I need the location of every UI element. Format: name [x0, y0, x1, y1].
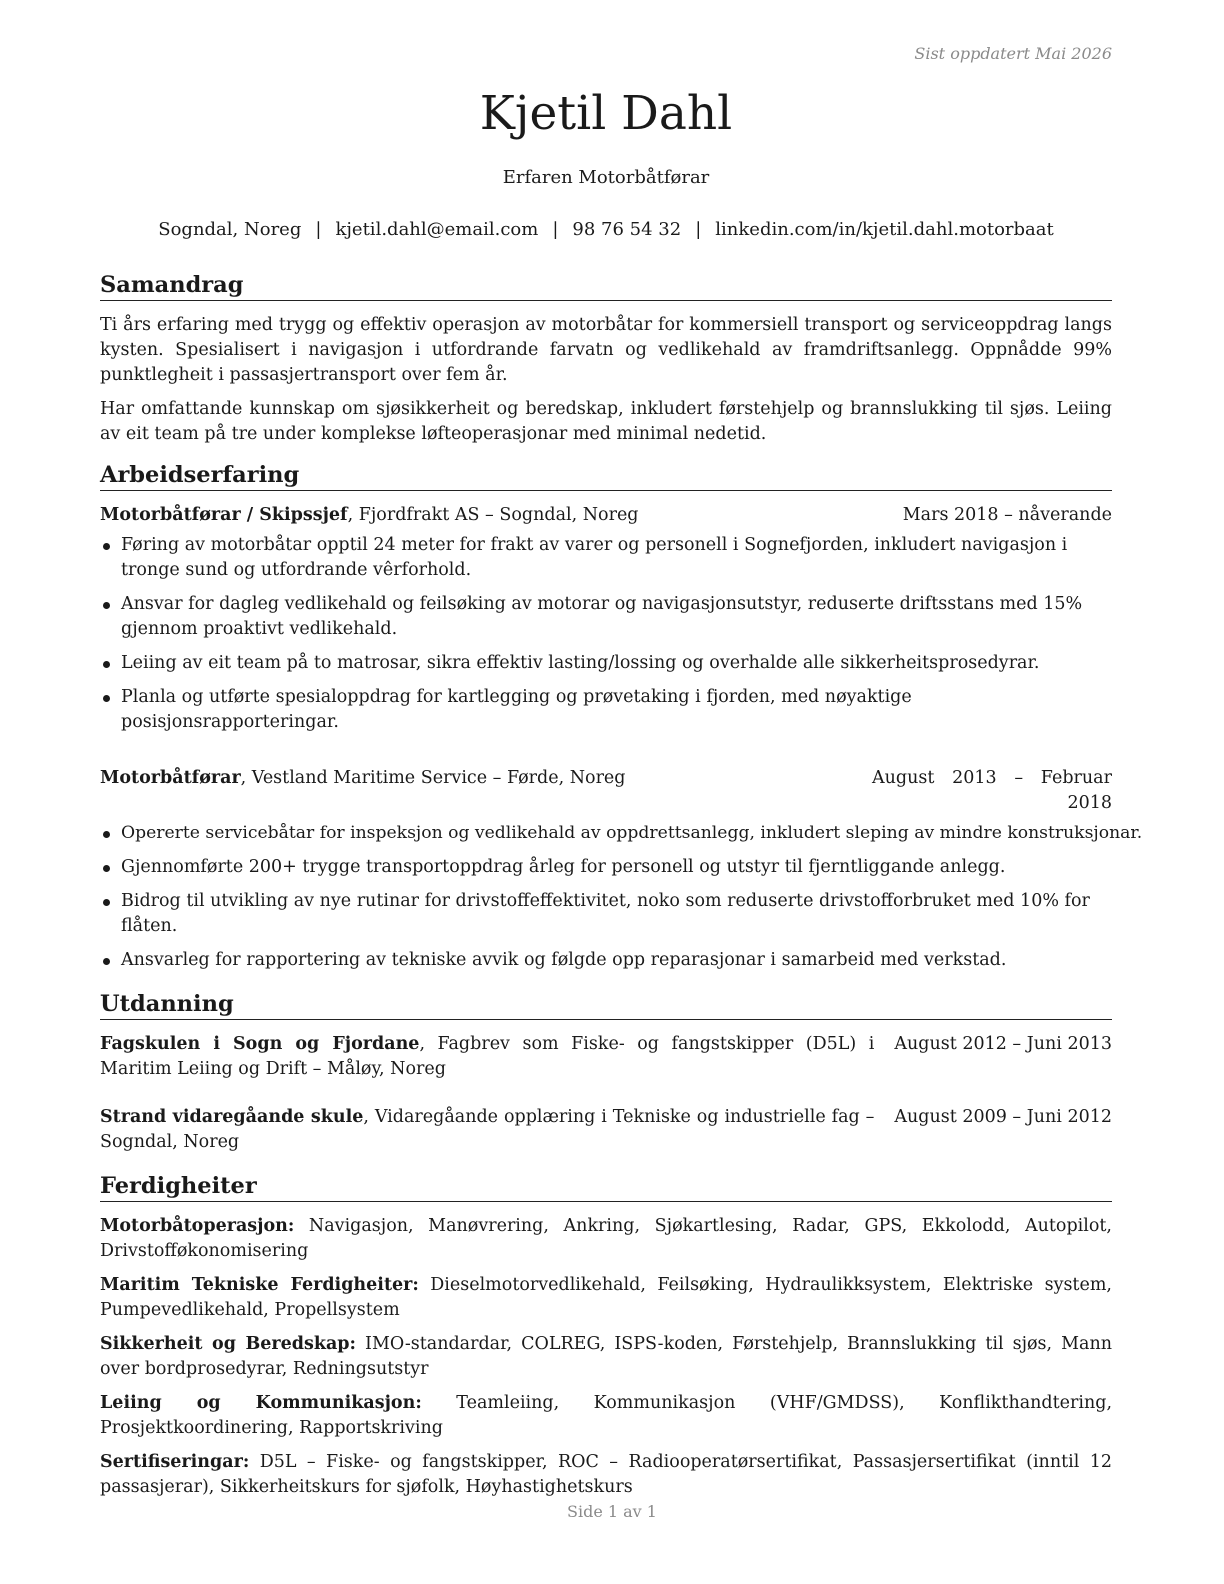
contact-separator: | — [695, 219, 702, 240]
contact-email[interactable]: kjetil.dahl@email.com — [335, 219, 539, 240]
bullet-text: Føring av motorbåtar opptil 24 meter for frakt av varer og personell i Sognefjorden, inkludert navigasjon i tronge sund og utfordrande vêrforhold. — [121, 535, 1068, 580]
skill-group — [100, 1450, 1112, 1500]
education-dates: August 2009 – Juni 2012 — [894, 1107, 1112, 1127]
education-detail: , Vidaregåande opplæring i Tekniske og industrielle fag – Sogndal, Noreg — [100, 1107, 875, 1152]
bullet-icon — [103, 865, 110, 872]
education-detail: , Fagbrev som Fiske- og fangstskipper (D5L) i Maritim Leiing og Drift – Måløy, Noreg — [100, 1034, 875, 1079]
list-item — [100, 855, 1112, 880]
job-bullets — [100, 533, 1112, 735]
skill-text: Navigasjon, Manøvrering, Ankring, Sjøkartlesing, Radar, GPS, Ekkolodd, Autopilot, Drivstofføkonomisering — [100, 1216, 1112, 1261]
job-dates: August 2013 – Februar 2018 — [872, 768, 1112, 813]
bullet-icon — [103, 958, 110, 965]
education-school: Strand vidaregåande skule — [100, 1107, 364, 1127]
bullet-icon — [103, 543, 110, 550]
section-heading-education: Utdanning — [100, 990, 1112, 1020]
list-item — [100, 651, 1112, 676]
bullet-text: Bidrog til utvikling av nye rutinar for drivstoffeffektivitet, noko som reduserte drivstofforbruket med 10% for flåten. — [121, 891, 1090, 936]
skill-group — [100, 1214, 1112, 1264]
contact-location: Sogndal, Noreg — [158, 219, 302, 240]
summary-paragraph: Har omfattande kunnskap om sjøsikkerheit og beredskap, inkludert førstehjelp og brannslukking til sjøs. Leiing av eit team på tre under komplekse løfteoperasjonar med minimal nedetid. — [100, 399, 1112, 444]
skill-text: D5L – Fiske- og fangstskipper, ROC – Radiooperatørsertifikat, Passasjersertifikat (inntil 12 passasjerar), Sikkerheitskurs for sjøfolk, Høyhastighetskurs — [100, 1452, 1112, 1497]
job-header — [100, 766, 1112, 816]
last-updated: Sist oppdatert Mai 2026 — [914, 44, 1112, 63]
education-entry — [100, 1105, 1112, 1155]
skill-label: Motorbåtoperasjon: — [100, 1216, 295, 1236]
list-item — [100, 889, 1112, 939]
contact-separator: | — [552, 219, 559, 240]
skill-group — [100, 1391, 1112, 1441]
bullet-text: Leiing av eit team på to matrosar, sikra effektiv lasting/lossing og overhalde alle sikkerheitsprosedyrar. — [121, 653, 1040, 673]
skill-text: Teamleiing, Kommunikasjon (VHF/GMDSS), Konflikthandtering, Prosjektkoordinering, Rapportskriving — [100, 1393, 1113, 1438]
education-dates: August 2012 – Juni 2013 — [894, 1034, 1112, 1054]
skill-label: Maritim Tekniske Ferdigheiter: — [100, 1275, 419, 1295]
skill-group — [100, 1273, 1112, 1323]
contact-linkedin[interactable]: linkedin.com/in/kjetil.dahl.motorbaat — [715, 219, 1054, 240]
skill-text: Dieselmotorvedlikehald, Feilsøking, Hydraulikksystem, Elektriske system, Pumpevedlikehald, Propellsystem — [100, 1275, 1112, 1320]
education-entry — [100, 1032, 1112, 1082]
bullet-icon — [103, 602, 110, 609]
bullet-icon — [103, 661, 110, 668]
job-role: Motorbåtførar / Skipssjef — [100, 505, 348, 525]
bullet-text: Planla og utførte spesialoppdrag for kartlegging og prøvetaking i fjorden, med nøyaktige posisjonsrapporteringar. — [121, 687, 912, 732]
job-role: Motorbåtførar — [100, 768, 241, 788]
skill-label: Sikkerheit og Beredskap: — [100, 1334, 357, 1354]
section-heading-experience: Arbeidserfaring — [100, 461, 1112, 491]
list-item — [100, 948, 1112, 973]
bullet-text: Ansvar for dagleg vedlikehald og feilsøking av motorar og navigasjonsutstyr, reduserte driftsstans med 15% gjennom proaktivt vedlikehald. — [121, 594, 1083, 639]
list-item — [100, 533, 1112, 583]
job-header — [100, 503, 1112, 528]
page-number: Side 1 av 1 — [567, 1502, 657, 1521]
skill-label: Sertifiseringar: — [100, 1452, 250, 1472]
skill-text: IMO-standardar, COLREG, ISPS-koden, Førstehjelp, Brannslukking til sjøs, Mann over bordprosedyrar, Redningsutstyr — [100, 1334, 1112, 1379]
contact-line — [100, 219, 1112, 240]
section-heading-summary: Samandrag — [100, 271, 1112, 301]
list-item — [100, 592, 1112, 642]
job-employer: , Fjordfrakt AS – Sogndal, Noreg — [347, 505, 639, 525]
list-item — [100, 685, 1112, 735]
resume-body — [100, 271, 1143, 1509]
skill-group — [100, 1332, 1112, 1382]
section-heading-skills: Ferdigheiter — [100, 1172, 1112, 1202]
contact-phone: 98 76 54 32 — [572, 219, 682, 240]
job-title: Erfaren Motorbåtførar — [502, 167, 710, 188]
bullet-text: Ansvarleg for rapportering av tekniske avvik og følgde opp reparasjonar i samarbeid med verkstad. — [121, 950, 1007, 970]
list-item — [100, 821, 1143, 846]
contact-separator: | — [315, 219, 322, 240]
summary-paragraph: Ti års erfaring med trygg og effektiv operasjon av motorbåtar for kommersiell transport og serviceoppdrag langs kysten. Spesialisert i navigasjon i utfordrande farvatn og vedlikehald av framdriftsanlegg. Oppnådde 99% punktlegheit i passasjertransport over fem år. — [100, 315, 1112, 385]
job-employer: , Vestland Maritime Service – Førde, Noreg — [240, 768, 626, 788]
skill-label: Leiing og Kommunikasjon: — [100, 1393, 422, 1413]
bullet-icon — [103, 899, 110, 906]
bullet-text: Gjennomførte 200+ trygge transportoppdrag årleg for personell og utstyr til fjerntliggande anlegg. — [121, 857, 1006, 877]
job-dates: Mars 2018 – nåverande — [902, 505, 1112, 525]
bullet-text: Opererte servicebåtar for inspeksjon og vedlikehald av oppdrettsanlegg, inkludert sleping av mindre konstruksjonar. — [121, 823, 1143, 843]
bullet-icon — [103, 695, 110, 702]
job-bullets — [100, 821, 1143, 973]
education-school: Fagskulen i Sogn og Fjordane — [100, 1034, 420, 1054]
person-name: Kjetil Dahl — [479, 86, 733, 141]
bullet-icon — [103, 831, 110, 838]
